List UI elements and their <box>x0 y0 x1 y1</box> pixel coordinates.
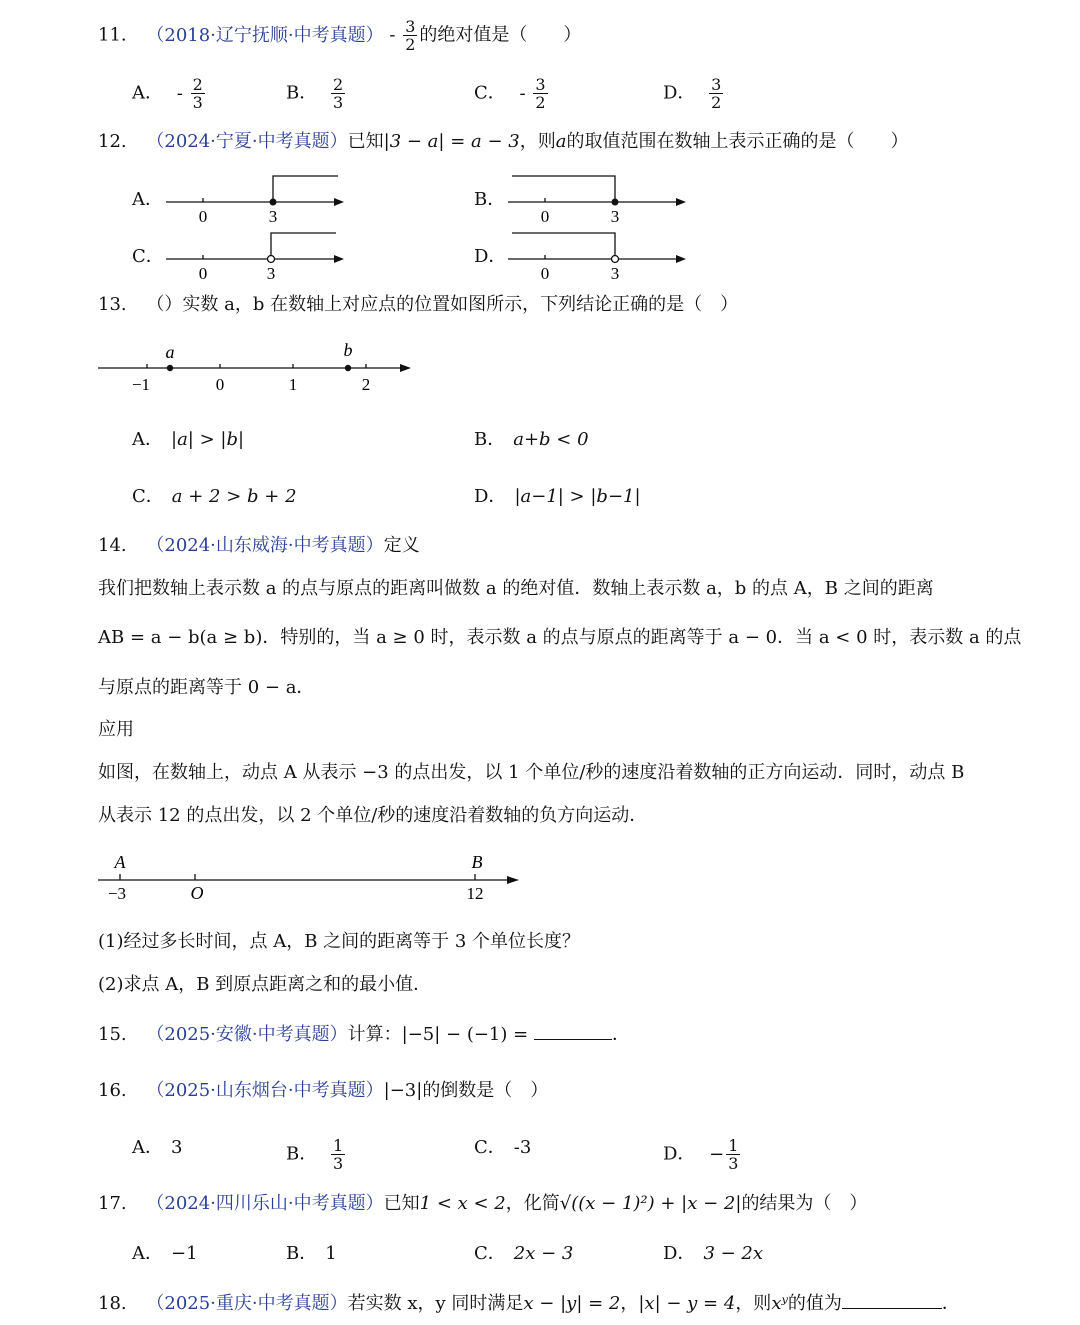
q14-line-3: 与原点的距离等于 0 − a． <box>98 677 315 698</box>
q17-number: 17. <box>98 1193 127 1214</box>
q18-number: 18. <box>98 1293 127 1314</box>
q13-number: 13. <box>98 294 127 315</box>
tick-0: 0 <box>540 264 550 283</box>
q14-apply-heading: 应用 <box>98 719 134 740</box>
q12-number-line-c <box>160 225 360 285</box>
label-b: b <box>343 340 353 360</box>
q14-line-2: AB = a − b(a ≥ b)．特别的，当 a ≥ 0 时，表示数 a 的点与原点的距离等于 a − 0．当 a < 0 时，表示数 a 的点 <box>98 627 1022 648</box>
q12-option-b-label[interactable]: B． <box>474 189 506 210</box>
open-point <box>268 256 275 263</box>
q17-condition: 1 < x < 2 <box>419 1193 506 1214</box>
label-a: a <box>165 342 175 362</box>
open-point <box>612 256 619 263</box>
q17-expression: √((x − 1)²) + |x − 2| <box>559 1193 742 1214</box>
q16-option-c[interactable]: C． -3 <box>474 1137 532 1158</box>
q14-sub-question-2: (2)求点 A，B 到原点距离之和的最小值． <box>98 974 432 995</box>
q14-line-4: 如图，在数轴上，动点 A 从表示 −3 的点出发，以 1 个单位/秒的速度沿着数轴的正方向运动．同时，动点 B <box>98 762 965 783</box>
q14-number-line <box>95 848 535 908</box>
q18-expression: xʸ <box>771 1293 788 1314</box>
label-point-a: A <box>114 852 126 872</box>
q11-option-c[interactable]: C． - $\frac{3}{2}$ <box>474 75 546 112</box>
q17-option-b[interactable]: B． 1 <box>286 1243 337 1264</box>
q17-option-d[interactable]: D． 3 − 2x <box>663 1243 764 1264</box>
q12-abs-expression: |3 − a| = a − 3 <box>383 131 520 152</box>
q13-stem <box>98 294 738 316</box>
q11-option-d[interactable]: D． $\frac{3}{2}$ <box>663 75 722 112</box>
label-origin: O <box>190 883 204 903</box>
point-a <box>167 365 173 371</box>
label-point-b: B <box>471 852 483 872</box>
q13-option-b[interactable]: B． a+b < 0 <box>474 429 589 450</box>
q14-number: 14. <box>98 535 127 556</box>
q15-answer-blank[interactable] <box>534 1023 612 1040</box>
q14-line-5: 从表示 12 的点出发，以 2 个单位/秒的速度沿着数轴的负方向运动． <box>98 805 648 826</box>
q11-option-b[interactable]: B． $\frac{2}{3}$ <box>286 75 344 112</box>
q14-line-1: 我们把数轴上表示数 a 的点与原点的距离叫做数 a 的绝对值．数轴上表示数 a，b 的点 A，B 之间的距离 <box>98 578 934 599</box>
q17-stem: 17. （2024·四川乐山·中考真题）已知1 < x < 2，化简√((x − 1)²) + |x − 2|的结果为（ ） <box>98 1193 868 1214</box>
q16-option-d[interactable]: D． − $\frac{1}{3}$ <box>663 1136 739 1173</box>
q12-option-a-label[interactable]: A． <box>132 189 163 210</box>
q16-stem: 16. （2025·山东烟台·中考真题）|−3|的倒数是（ ） <box>98 1080 549 1101</box>
q18-answer-blank[interactable] <box>842 1292 942 1309</box>
q12-option-d-label[interactable]: D． <box>474 246 507 267</box>
q11-minus: - <box>389 24 396 46</box>
tick-3: 3 <box>610 207 620 226</box>
tick-0: 0 <box>215 375 225 394</box>
q12-number-line-b <box>502 168 702 228</box>
q11-tail: 的绝对值是（ ） <box>419 24 582 46</box>
q13-option-d[interactable]: D． |a−1| > |b−1| <box>474 486 641 507</box>
q13-option-c[interactable]: C． a + 2 > b + 2 <box>132 486 297 507</box>
tick-3: 3 <box>266 264 276 283</box>
q11-number: 11. <box>98 24 127 46</box>
q16-number: 16. <box>98 1080 127 1101</box>
closed-point <box>270 199 277 206</box>
tick-0: 0 <box>540 207 550 226</box>
tick-3: 3 <box>610 264 620 283</box>
q15-stem: 15. （2025·安徽·中考真题）计算：|−5| − (−1) = ． <box>98 1024 630 1045</box>
q12-number-line-a <box>160 168 360 228</box>
q17-source: （2024·四川乐山·中考真题） <box>146 1193 384 1214</box>
q11-fraction: $\frac{3}{2}$ <box>405 17 416 54</box>
q13-option-a[interactable]: A． |a| > |b| <box>132 429 245 450</box>
q16-expression: |−3| <box>383 1080 423 1101</box>
q12-option-c-label[interactable]: C． <box>132 246 164 267</box>
q17-option-c[interactable]: C． 2x − 3 <box>474 1243 574 1264</box>
q18-equation-1: x − |y| = 2 <box>523 1293 621 1314</box>
q15-source: （2025·安徽·中考真题） <box>146 1024 348 1045</box>
q12-number: 12. <box>98 131 127 152</box>
q11-option-a[interactable]: A． - $\frac{2}{3}$ <box>132 75 203 112</box>
q13-number-line <box>95 336 425 400</box>
q14-source: （2024·山东威海·中考真题） <box>146 535 384 556</box>
q14-sub-question-1: (1)经过多长时间，点 A，B 之间的距离等于 3 个单位长度？ <box>98 931 581 952</box>
q13-text: （）实数 a，b 在数轴上对应点的位置如图所示，下列结论正确的是（ ） <box>146 294 739 315</box>
q11-source: （2018·辽宁抚顺·中考真题） <box>146 24 384 46</box>
tick-0: 0 <box>198 207 208 226</box>
q12-number-line-d <box>502 225 702 285</box>
q18-source: （2025·重庆·中考真题） <box>146 1293 348 1314</box>
q16-option-a[interactable]: A． 3 <box>132 1137 183 1158</box>
tick-neg3: −3 <box>107 884 127 903</box>
q15-expression: |−5| − (−1) = <box>401 1024 529 1045</box>
q17-option-a[interactable]: A． −1 <box>132 1243 198 1264</box>
tick-0: 0 <box>198 264 208 283</box>
q14-head: 定义 <box>383 535 420 556</box>
q12-source: （2024·宁夏·中考真题） <box>146 131 348 152</box>
closed-point <box>612 199 619 206</box>
tick-1: 1 <box>288 375 298 394</box>
point-b <box>345 365 351 371</box>
tick-12: 12 <box>466 884 484 903</box>
tick-3: 3 <box>268 207 278 226</box>
q12-stem: 12. （2024·宁夏·中考真题）已知|3 − a| = a − 3，则a的取值范围在数轴上表示正确的是（ ） <box>98 131 909 152</box>
tick-2: 2 <box>361 375 371 394</box>
tick-neg1: −1 <box>131 375 151 394</box>
q18-stem: 18. （2025·重庆·中考真题）若实数 x，y 同时满足x − |y| = 2，|x| − y = 4，则xʸ的值为 ． <box>98 1293 960 1314</box>
q14-stem <box>98 535 420 557</box>
q18-equation-2: |x| − y = 4 <box>638 1293 736 1314</box>
q11-stem <box>98 18 581 53</box>
q16-source: （2025·山东烟台·中考真题） <box>146 1080 384 1101</box>
q15-number: 15. <box>98 1024 127 1045</box>
q16-option-b[interactable]: B． $\frac{1}{3}$ <box>286 1136 344 1173</box>
